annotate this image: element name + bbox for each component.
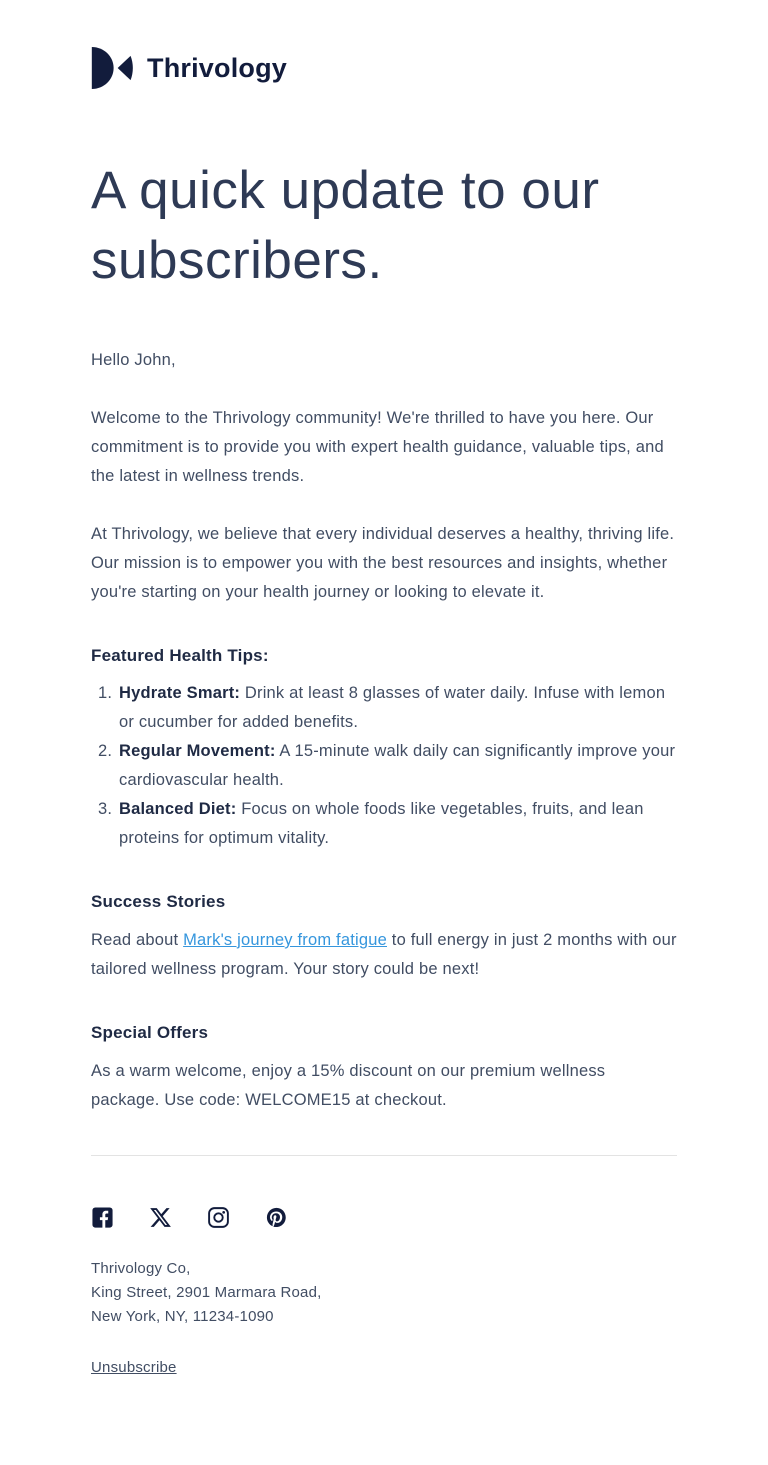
footer-divider <box>91 1155 677 1156</box>
address-line: New York, NY, 11234-1090 <box>91 1307 274 1325</box>
brand-wordmark: Thrivology <box>147 52 288 83</box>
address-line: Thrivology Co, <box>91 1259 191 1277</box>
stories-heading: Success Stories <box>91 891 226 911</box>
mission-paragraph: At Thrivology, we believe that every individual deserves a healthy, thriving life. Our mission is to empower you with the best resources and insights, whether you're starting on your health journey or looking to elevate it. <box>91 524 675 601</box>
social-links <box>91 1206 677 1229</box>
unsubscribe-link[interactable]: Unsubscribe <box>91 1358 177 1376</box>
company-address <box>91 1257 677 1329</box>
offers-heading: Special Offers <box>91 1022 209 1042</box>
tip-label: Balanced Diet: <box>119 799 237 818</box>
unsubscribe-row <box>91 1359 677 1377</box>
tip-label: Hydrate Smart: <box>119 683 241 702</box>
address-line: King Street, 2901 Marmara Road, <box>91 1283 322 1301</box>
tip-text: Drink at least 8 glasses of water daily. Infuse with lemon or cucumber for added benefits. <box>119 683 666 731</box>
list-item <box>117 679 677 737</box>
instagram-icon[interactable] <box>207 1206 230 1229</box>
stories-text-after: to full energy in just 2 months with our tailored wellness program. Your story could be next! <box>91 930 677 978</box>
offers-paragraph: As a warm welcome, enjoy a 15% discount on our premium wellness package. Use code: WELCOME15 at checkout. <box>91 1061 606 1109</box>
pinterest-icon[interactable] <box>265 1206 288 1229</box>
page-title: A quick update to our subscribers. <box>91 161 600 290</box>
x-twitter-icon[interactable] <box>149 1206 172 1229</box>
list-item <box>117 795 677 853</box>
tip-text: Focus on whole foods like vegetables, fruits, and lean proteins for optimum vitality. <box>119 799 644 847</box>
tips-heading: Featured Health Tips: <box>91 645 269 665</box>
tips-list <box>91 679 677 853</box>
stories-text-before: Read about <box>91 930 184 949</box>
facebook-icon[interactable] <box>91 1206 114 1229</box>
list-item <box>117 737 677 795</box>
marks-journey-link[interactable]: Mark's journey from fatigue <box>183 930 387 949</box>
thrivology-logo-icon <box>91 44 133 92</box>
stories-paragraph <box>91 926 677 984</box>
greeting-text: Hello John, <box>91 350 176 369</box>
brand-logo[interactable] <box>91 44 677 92</box>
email-body <box>91 0 677 1425</box>
intro-paragraph: Welcome to the Thrivology community! We're thrilled to have you here. Our commitment is to provide you with expert health guidance, valuable tips, and the latest in wellness trends. <box>91 408 664 485</box>
tip-label: Regular Movement: <box>119 741 276 760</box>
tip-text: A 15-minute walk daily can significantly improve your cardiovascular health. <box>119 741 676 789</box>
